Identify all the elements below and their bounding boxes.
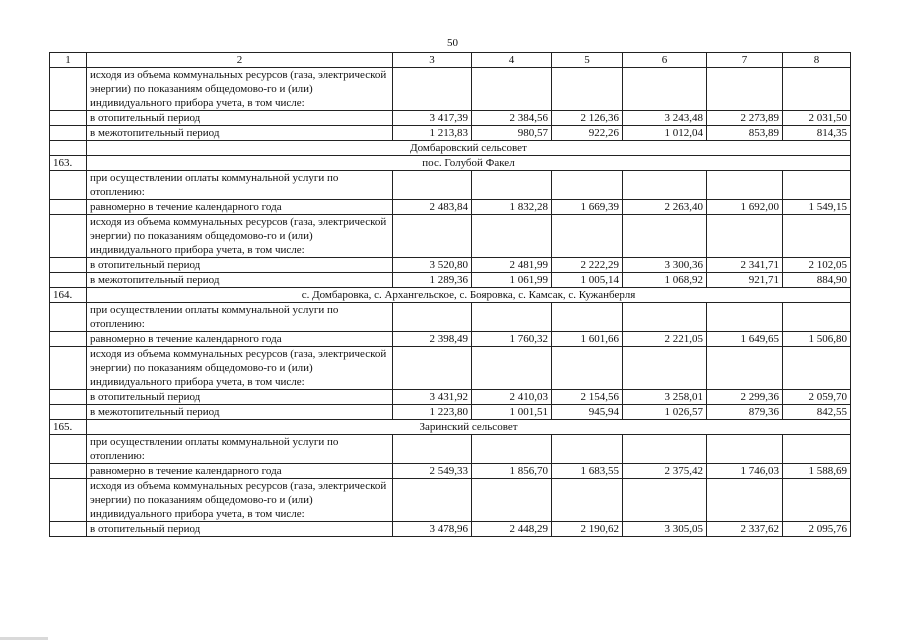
row-description: при осуществлении оплаты коммунальной услуги по отоплению: bbox=[87, 303, 393, 332]
value-cell bbox=[707, 479, 783, 522]
value-cell: 814,35 bbox=[783, 126, 851, 141]
row-index bbox=[50, 332, 87, 347]
row-description: равномерно в течение календарного года bbox=[87, 332, 393, 347]
value-cell bbox=[783, 435, 851, 464]
value-cell: 2 549,33 bbox=[393, 464, 472, 479]
row-index bbox=[50, 390, 87, 405]
value-cell: 842,55 bbox=[783, 405, 851, 420]
value-cell: 1 832,28 bbox=[472, 200, 552, 215]
table-row bbox=[50, 303, 851, 332]
row-description: исходя из объема коммунальных ресурсов (газа, электрической энергии) по показаниям общедомово-го и (или) индивидуального прибора учета, в том числе: bbox=[87, 68, 393, 111]
value-cell: 1 506,80 bbox=[783, 332, 851, 347]
value-cell bbox=[472, 479, 552, 522]
row-description: при осуществлении оплаты коммунальной услуги по отоплению: bbox=[87, 435, 393, 464]
value-cell: 1 549,15 bbox=[783, 200, 851, 215]
value-cell bbox=[623, 479, 707, 522]
row-description: в отопительный период bbox=[87, 258, 393, 273]
value-cell: 2 102,05 bbox=[783, 258, 851, 273]
table-row bbox=[50, 111, 851, 126]
value-cell: 2 154,56 bbox=[552, 390, 623, 405]
value-cell bbox=[472, 303, 552, 332]
value-cell: 2 299,36 bbox=[707, 390, 783, 405]
value-cell: 2 483,84 bbox=[393, 200, 472, 215]
value-cell bbox=[623, 68, 707, 111]
row-index bbox=[50, 215, 87, 258]
value-cell bbox=[472, 215, 552, 258]
table-row bbox=[50, 464, 851, 479]
value-cell: 3 258,01 bbox=[623, 390, 707, 405]
column-header: 8 bbox=[783, 53, 851, 68]
value-cell: 922,26 bbox=[552, 126, 623, 141]
value-cell: 3 243,48 bbox=[623, 111, 707, 126]
value-cell bbox=[783, 303, 851, 332]
table-row bbox=[50, 258, 851, 273]
row-description: в межотопительный период bbox=[87, 126, 393, 141]
value-cell: 945,94 bbox=[552, 405, 623, 420]
row-description: исходя из объема коммунальных ресурсов (газа, электрической энергии) по показаниям общедомово-го и (или) индивидуального прибора учета, в том числе: bbox=[87, 479, 393, 522]
table-row bbox=[50, 435, 851, 464]
value-cell: 3 520,80 bbox=[393, 258, 472, 273]
row-index bbox=[50, 126, 87, 141]
row-index bbox=[50, 171, 87, 200]
value-cell bbox=[472, 347, 552, 390]
column-header: 5 bbox=[552, 53, 623, 68]
value-cell: 2 341,71 bbox=[707, 258, 783, 273]
section-row bbox=[50, 156, 851, 171]
value-cell: 2 375,42 bbox=[623, 464, 707, 479]
value-cell bbox=[783, 171, 851, 200]
value-cell bbox=[393, 435, 472, 464]
section-title: пос. Голубой Факел bbox=[87, 156, 851, 171]
value-cell bbox=[707, 347, 783, 390]
value-cell bbox=[472, 68, 552, 111]
value-cell: 2 263,40 bbox=[623, 200, 707, 215]
value-cell bbox=[707, 68, 783, 111]
value-cell bbox=[783, 68, 851, 111]
row-index bbox=[50, 464, 87, 479]
value-cell: 1 223,80 bbox=[393, 405, 472, 420]
table-row bbox=[50, 479, 851, 522]
value-cell: 1 001,51 bbox=[472, 405, 552, 420]
row-index: 164. bbox=[50, 288, 87, 303]
value-cell bbox=[707, 435, 783, 464]
value-cell bbox=[393, 347, 472, 390]
value-cell bbox=[393, 479, 472, 522]
column-header: 6 bbox=[623, 53, 707, 68]
table-body bbox=[50, 53, 851, 537]
row-description: исходя из объема коммунальных ресурсов (газа, электрической энергии) по показаниям общедомово-го и (или) индивидуального прибора учета, в том числе: bbox=[87, 347, 393, 390]
row-index bbox=[50, 405, 87, 420]
value-cell: 853,89 bbox=[707, 126, 783, 141]
value-cell: 2 448,29 bbox=[472, 522, 552, 537]
value-cell: 1 746,03 bbox=[707, 464, 783, 479]
row-index bbox=[50, 303, 87, 332]
tariff-table bbox=[49, 52, 851, 537]
value-cell bbox=[393, 171, 472, 200]
row-description: в межотопительный период bbox=[87, 273, 393, 288]
value-cell: 1 683,55 bbox=[552, 464, 623, 479]
row-index bbox=[50, 347, 87, 390]
column-header: 7 bbox=[707, 53, 783, 68]
value-cell: 2 190,62 bbox=[552, 522, 623, 537]
value-cell: 3 300,36 bbox=[623, 258, 707, 273]
header-row bbox=[50, 53, 851, 68]
value-cell bbox=[623, 215, 707, 258]
value-cell: 2 126,36 bbox=[552, 111, 623, 126]
value-cell: 3 431,92 bbox=[393, 390, 472, 405]
row-index bbox=[50, 479, 87, 522]
value-cell: 879,36 bbox=[707, 405, 783, 420]
value-cell bbox=[783, 479, 851, 522]
section-row bbox=[50, 288, 851, 303]
row-index: 165. bbox=[50, 420, 87, 435]
value-cell bbox=[707, 171, 783, 200]
row-index bbox=[50, 258, 87, 273]
value-cell bbox=[393, 215, 472, 258]
row-index bbox=[50, 141, 87, 156]
column-header: 2 bbox=[87, 53, 393, 68]
value-cell: 2 398,49 bbox=[393, 332, 472, 347]
page-number: 50 bbox=[447, 37, 458, 49]
value-cell bbox=[707, 215, 783, 258]
table-row bbox=[50, 171, 851, 200]
value-cell: 2 410,03 bbox=[472, 390, 552, 405]
value-cell bbox=[623, 171, 707, 200]
value-cell bbox=[552, 215, 623, 258]
value-cell: 1 856,70 bbox=[472, 464, 552, 479]
table-row bbox=[50, 390, 851, 405]
row-description: в отопительный период bbox=[87, 522, 393, 537]
table-row bbox=[50, 68, 851, 111]
section-row bbox=[50, 141, 851, 156]
table-row bbox=[50, 405, 851, 420]
value-cell bbox=[552, 479, 623, 522]
value-cell: 2 481,99 bbox=[472, 258, 552, 273]
row-index bbox=[50, 522, 87, 537]
row-description: исходя из объема коммунальных ресурсов (газа, электрической энергии) по показаниям общедомово-го и (или) индивидуального прибора учета, в том числе: bbox=[87, 215, 393, 258]
value-cell: 980,57 bbox=[472, 126, 552, 141]
table-row bbox=[50, 522, 851, 537]
value-cell: 1 213,83 bbox=[393, 126, 472, 141]
value-cell: 3 417,39 bbox=[393, 111, 472, 126]
section-title: Домбаровский сельсовет bbox=[87, 141, 851, 156]
value-cell bbox=[623, 303, 707, 332]
table-row bbox=[50, 273, 851, 288]
value-cell: 921,71 bbox=[707, 273, 783, 288]
value-cell bbox=[552, 347, 623, 390]
value-cell bbox=[393, 68, 472, 111]
column-header: 1 bbox=[50, 53, 87, 68]
section-title: Заринский сельсовет bbox=[87, 420, 851, 435]
table-row bbox=[50, 200, 851, 215]
value-cell: 1 692,00 bbox=[707, 200, 783, 215]
table-row bbox=[50, 215, 851, 258]
value-cell bbox=[623, 347, 707, 390]
section-title: с. Домбаровка, с. Архангельское, с. Бояровка, с. Камсак, с. Кужанберля bbox=[87, 288, 851, 303]
value-cell: 1 601,66 bbox=[552, 332, 623, 347]
value-cell: 1 649,65 bbox=[707, 332, 783, 347]
row-index: 163. bbox=[50, 156, 87, 171]
value-cell: 2 095,76 bbox=[783, 522, 851, 537]
value-cell bbox=[552, 303, 623, 332]
column-header: 3 bbox=[393, 53, 472, 68]
value-cell: 2 031,50 bbox=[783, 111, 851, 126]
value-cell bbox=[393, 303, 472, 332]
row-description: равномерно в течение календарного года bbox=[87, 200, 393, 215]
value-cell: 3 305,05 bbox=[623, 522, 707, 537]
row-index bbox=[50, 68, 87, 111]
value-cell bbox=[783, 215, 851, 258]
value-cell: 1 760,32 bbox=[472, 332, 552, 347]
value-cell bbox=[783, 347, 851, 390]
value-cell: 1 061,99 bbox=[472, 273, 552, 288]
value-cell bbox=[707, 303, 783, 332]
value-cell: 1 012,04 bbox=[623, 126, 707, 141]
value-cell: 1 588,69 bbox=[783, 464, 851, 479]
row-index bbox=[50, 200, 87, 215]
value-cell: 2 221,05 bbox=[623, 332, 707, 347]
table-row bbox=[50, 347, 851, 390]
row-description: в отопительный период bbox=[87, 390, 393, 405]
value-cell bbox=[552, 171, 623, 200]
row-description: в межотопительный период bbox=[87, 405, 393, 420]
value-cell: 1 005,14 bbox=[552, 273, 623, 288]
value-cell: 1 669,39 bbox=[552, 200, 623, 215]
row-description: при осуществлении оплаты коммунальной услуги по отоплению: bbox=[87, 171, 393, 200]
column-header: 4 bbox=[472, 53, 552, 68]
value-cell: 1 026,57 bbox=[623, 405, 707, 420]
value-cell bbox=[552, 435, 623, 464]
value-cell bbox=[472, 171, 552, 200]
value-cell: 1 289,36 bbox=[393, 273, 472, 288]
table-row bbox=[50, 332, 851, 347]
value-cell bbox=[623, 435, 707, 464]
section-row bbox=[50, 420, 851, 435]
value-cell: 884,90 bbox=[783, 273, 851, 288]
value-cell: 2 337,62 bbox=[707, 522, 783, 537]
row-index bbox=[50, 435, 87, 464]
value-cell bbox=[552, 68, 623, 111]
row-description: в отопительный период bbox=[87, 111, 393, 126]
row-description: равномерно в течение календарного года bbox=[87, 464, 393, 479]
value-cell: 2 059,70 bbox=[783, 390, 851, 405]
row-index bbox=[50, 111, 87, 126]
value-cell: 2 384,56 bbox=[472, 111, 552, 126]
row-index bbox=[50, 273, 87, 288]
value-cell bbox=[472, 435, 552, 464]
table-row bbox=[50, 126, 851, 141]
value-cell: 1 068,92 bbox=[623, 273, 707, 288]
value-cell: 2 273,89 bbox=[707, 111, 783, 126]
value-cell: 2 222,29 bbox=[552, 258, 623, 273]
value-cell: 3 478,96 bbox=[393, 522, 472, 537]
